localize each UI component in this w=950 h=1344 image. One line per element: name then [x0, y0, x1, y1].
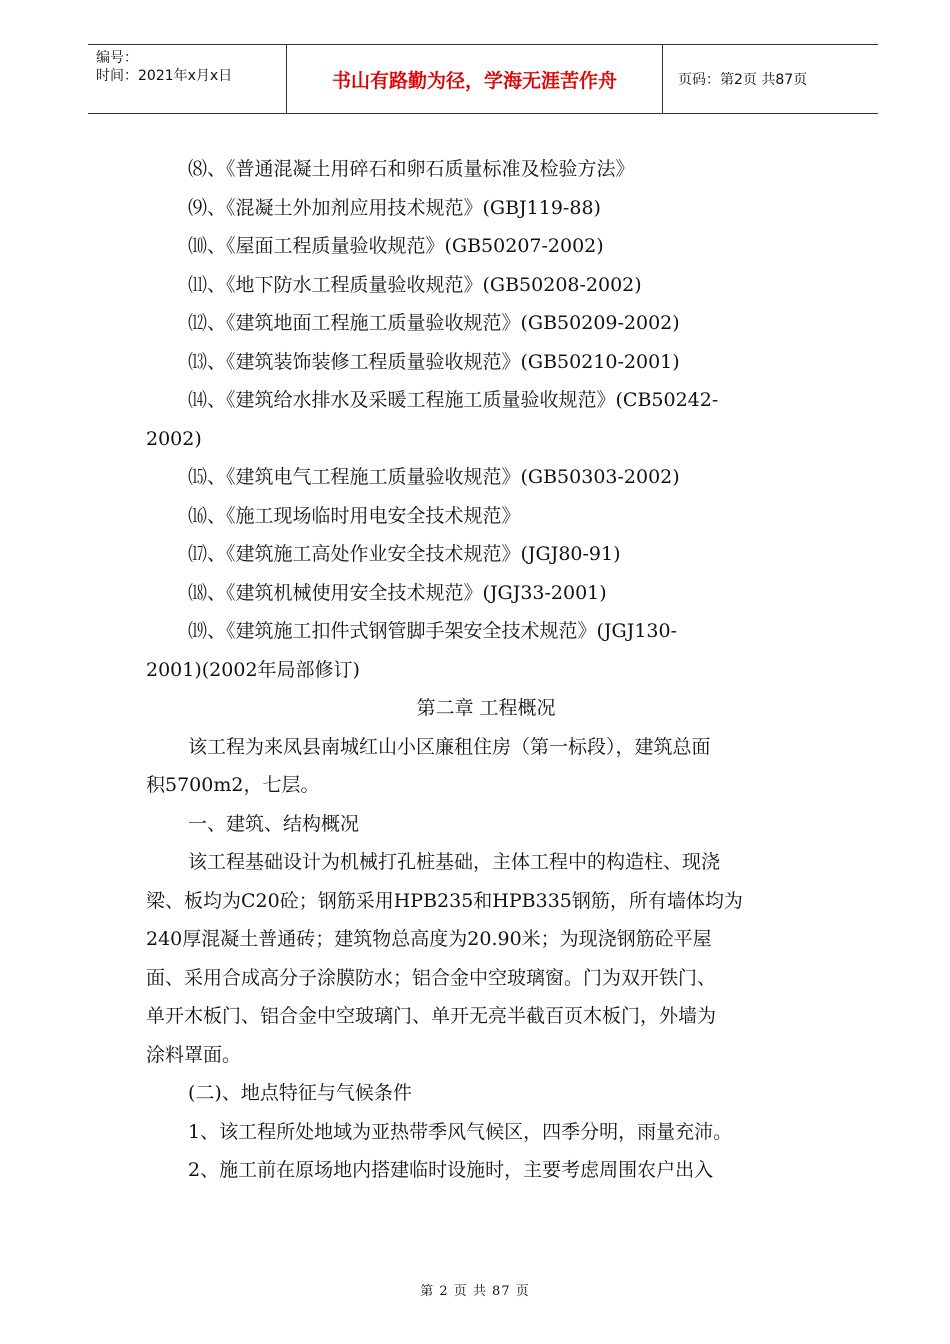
text-line: ⒀、《建筑装饰装修工程质量验收规范》(GB50210-2001) [188, 350, 680, 373]
text-line: 1、该工程所处地域为亚热带季风气候区，四季分明，雨量充沛。 [188, 1120, 733, 1143]
text-line: ⒆、《建筑施工扣件式钢管脚手架安全技术规范》(JGJ130- [188, 620, 678, 642]
text-line: 一、建筑、结构概况 [188, 812, 360, 835]
text-line: ⒁、《建筑给水排水及采暖工程施工质量验收规范》(CB50242- [188, 389, 719, 411]
text-line: 面、采用合成高分子涂膜防水；铝合金中空玻璃窗。门为双开铁门、 [146, 966, 717, 989]
text-line: ⑽、《屋面工程质量验收规范》(GB50207-2002) [188, 235, 604, 257]
document-body [146, 150, 826, 1190]
text-line: ⑿、《建筑地面工程施工质量验收规范》(GB50209-2002) [188, 312, 680, 334]
header-meta [96, 49, 286, 85]
text-line: 2001)(2002年局部修订) [146, 658, 360, 681]
text-line: ⒂、《建筑电气工程施工质量验收规范》(GB50303-2002) [188, 466, 680, 488]
text-line: (二)、地点特征与气候条件 [188, 1082, 412, 1104]
header-motto: 书山有路勤为径，学海无涯苦作舟 [286, 45, 663, 113]
header-page-info: 页码：第2页 共87页 [678, 72, 808, 88]
chapter-heading: 第二章 工程概况 [416, 697, 556, 719]
text-line: 该工程为来凤县南城红山小区廉租住房（第一标段），建筑总面 [188, 735, 711, 758]
page-header [88, 44, 878, 114]
text-line: ⒄、《建筑施工高处作业安全技术规范》(JGJ80-91) [188, 543, 621, 565]
text-line: ⑼、《混凝土外加剂应用技术规范》(GBJ119-88) [188, 196, 601, 219]
text-line: ⑾、《地下防水工程质量验收规范》(GB50208-2002) [188, 273, 642, 296]
text-line: 涂料罩面。 [146, 1043, 242, 1066]
text-line: 240厚混凝土普通砖；建筑物总高度为20.90米；为现浇钢筋砼平屋 [146, 928, 712, 950]
text-line: 2、施工前在原场地内搭建临时设施时，主要考虑周围农户出入 [188, 1159, 714, 1181]
text-line: 积5700m2，七层。 [146, 774, 320, 796]
text-line: ⒃、《施工现场临时用电安全技术规范》 [188, 504, 521, 527]
time-label: 时间：2021年x月x日 [96, 68, 233, 84]
text-line: ⑻、《普通混凝土用碎石和卵石质量标准及检验方法》 [188, 158, 635, 180]
text-line: 梁、板均为C20砼；钢筋采用HPB235和HPB335钢筋，所有墙体均为 [146, 889, 743, 912]
text-line: 单开木板门、铝合金中空玻璃门、单开无亮半截百页木板门，外墙为 [146, 1005, 717, 1027]
text-line: 2002) [146, 427, 202, 450]
text-line: ⒅、《建筑机械使用安全技术规范》(JGJ33-2001) [188, 581, 607, 604]
page-footer: 第 2 页 共 87 页 [420, 1284, 530, 1299]
text-line: 该工程基础设计为机械打孔桩基础，主体工程中的构造柱、现浇 [188, 851, 721, 873]
serial-number-label: 编号： [96, 50, 138, 66]
